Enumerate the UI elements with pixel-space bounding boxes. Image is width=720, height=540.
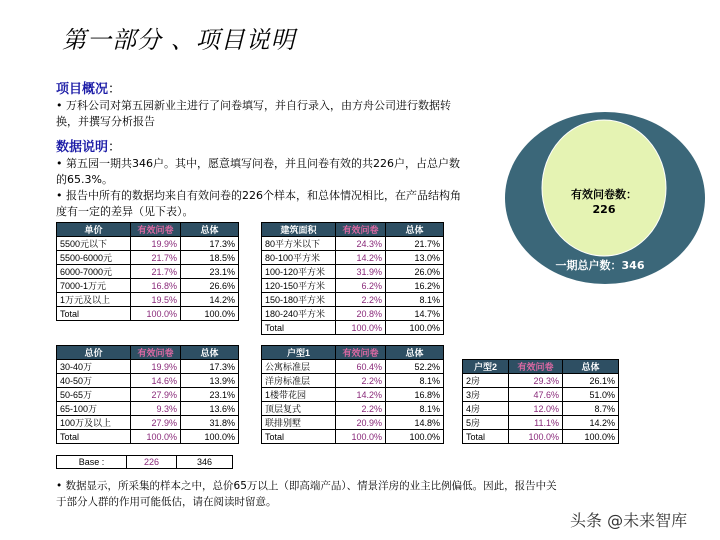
overall-share-cell: 8.1%	[386, 402, 444, 416]
table-header-row	[57, 223, 239, 237]
overall-share-cell: 13.6%	[181, 402, 239, 416]
row-label: 3房	[463, 388, 509, 402]
unit-type-2-table	[462, 359, 619, 444]
valid-share-cell: 14.2%	[336, 388, 386, 402]
table-row	[262, 374, 444, 388]
row-label: 顶层复式	[262, 402, 336, 416]
column-header: 有效问卷	[509, 360, 563, 374]
overview-line-2: 换，并撰写分析报告	[56, 115, 155, 128]
valid-share-cell: 16.8%	[131, 279, 181, 293]
column-header: 单价	[57, 223, 131, 237]
table-row	[262, 321, 444, 335]
overall-share-cell: 100.0%	[386, 321, 444, 335]
table-row	[262, 430, 444, 444]
overview-heading-text: 项目概况	[56, 82, 109, 97]
data-desc-bullet-2-line-1: • 报告中所有的数据均来自有效问卷的226个样本，和总体情况相比，在产品结构角	[56, 189, 461, 202]
column-header: 总体	[386, 223, 444, 237]
valid-share-cell: 9.3%	[131, 402, 181, 416]
valid-share-cell: 11.1%	[509, 416, 563, 430]
row-label: 180-240平方米	[262, 307, 336, 321]
row-label: 65-100万	[57, 402, 131, 416]
table-row	[57, 265, 239, 279]
overall-share-cell: 14.2%	[181, 293, 239, 307]
base-total-count: 346	[177, 456, 233, 469]
total-price-table	[56, 345, 239, 444]
valid-share-cell: 2.2%	[336, 402, 386, 416]
table-row	[463, 416, 619, 430]
table-row	[57, 388, 239, 402]
table-header-row	[262, 223, 444, 237]
row-label: Total	[57, 430, 131, 444]
data-desc-bullet-2-line-2: 度有一定的差异（见下表）。	[56, 205, 194, 218]
table-row	[57, 279, 239, 293]
column-header: 有效问卷	[336, 346, 386, 360]
overview-heading-colon: ：	[108, 82, 122, 97]
column-header: 总价	[57, 346, 131, 360]
conclusion-line-1: • 数据显示，所采集的样本之中，总价65万以上（即高端产品）、情景洋房的业主比例偏低。因此，报告中关	[56, 480, 557, 492]
overall-share-cell: 21.7%	[386, 237, 444, 251]
table-row	[463, 430, 619, 444]
base-label: Base :	[57, 456, 127, 469]
table-row	[262, 251, 444, 265]
row-label: 1万元及以上	[57, 293, 131, 307]
table-row	[57, 237, 239, 251]
overview-heading	[56, 78, 121, 97]
table-row	[262, 237, 444, 251]
row-label: Total	[57, 307, 131, 321]
table-row	[57, 293, 239, 307]
table-row	[463, 388, 619, 402]
table-row	[57, 416, 239, 430]
sample-circles-diagram	[500, 110, 710, 290]
valid-share-cell: 14.6%	[131, 374, 181, 388]
valid-share-cell: 47.6%	[509, 388, 563, 402]
row-label: 5房	[463, 416, 509, 430]
valid-share-cell: 2.2%	[336, 293, 386, 307]
valid-share-cell: 31.9%	[336, 265, 386, 279]
total-households-label: 一期总户数：346	[555, 259, 645, 272]
watermark: 头条 @未来智库	[570, 511, 688, 530]
row-label: 80-100平方米	[262, 251, 336, 265]
overall-share-cell: 31.8%	[181, 416, 239, 430]
valid-share-cell: 20.8%	[336, 307, 386, 321]
table-row	[57, 251, 239, 265]
table-row	[262, 388, 444, 402]
valid-share-cell: 2.2%	[336, 374, 386, 388]
row-label: 100万及以上	[57, 416, 131, 430]
row-label: 7000-1万元	[57, 279, 131, 293]
column-header: 总体	[181, 346, 239, 360]
overall-share-cell: 14.7%	[386, 307, 444, 321]
overall-share-cell: 51.0%	[563, 388, 619, 402]
table-header-row	[57, 346, 239, 360]
overview-line-1: • 万科公司对第五园新业主进行了问卷填写，并自行录入，由方舟公司进行数据转	[56, 99, 451, 112]
valid-share-cell: 14.2%	[336, 251, 386, 265]
table-row	[262, 293, 444, 307]
table-row	[262, 416, 444, 430]
data-desc-bullet-2	[56, 188, 461, 220]
data-desc-bullet-1-line-1: • 第五园一期共346户。其中，愿意填写问卷，并且问卷有效的共226户，占总户数	[56, 157, 460, 170]
valid-share-cell: 24.3%	[336, 237, 386, 251]
overview-text	[56, 98, 451, 130]
column-header: 总体	[386, 346, 444, 360]
row-label: 5500元以下	[57, 237, 131, 251]
valid-count-value: 226	[592, 203, 616, 216]
conclusion-text	[56, 478, 557, 510]
overall-share-cell: 26.6%	[181, 279, 239, 293]
table-row	[57, 430, 239, 444]
table-row	[463, 402, 619, 416]
valid-share-cell: 20.9%	[336, 416, 386, 430]
valid-count-label: 有效问卷数：	[571, 188, 637, 201]
table-row	[262, 279, 444, 293]
row-label: Total	[262, 430, 336, 444]
overall-share-cell: 23.1%	[181, 265, 239, 279]
valid-share-cell: 19.5%	[131, 293, 181, 307]
row-label: 150-180平方米	[262, 293, 336, 307]
table-row	[262, 265, 444, 279]
row-label: 公寓标准层	[262, 360, 336, 374]
valid-share-cell: 21.7%	[131, 265, 181, 279]
data-desc-heading-colon: ：	[108, 140, 122, 155]
base-row	[57, 456, 233, 469]
row-label: 洋房标准层	[262, 374, 336, 388]
column-header: 有效问卷	[336, 223, 386, 237]
row-label: 40-50万	[57, 374, 131, 388]
table-row	[57, 307, 239, 321]
valid-share-cell: 21.7%	[131, 251, 181, 265]
overall-share-cell: 18.5%	[181, 251, 239, 265]
overall-share-cell: 100.0%	[181, 430, 239, 444]
column-header: 户型1	[262, 346, 336, 360]
row-label: Total	[262, 321, 336, 335]
overall-share-cell: 8.1%	[386, 293, 444, 307]
row-label: Total	[463, 430, 509, 444]
data-desc-bullet-1-line-2: 的65.3%。	[56, 173, 113, 186]
row-label: 80平方米以下	[262, 237, 336, 251]
row-label: 50-65万	[57, 388, 131, 402]
row-label: 120-150平方米	[262, 279, 336, 293]
overall-share-cell: 52.2%	[386, 360, 444, 374]
column-header: 户型2	[463, 360, 509, 374]
overall-share-cell: 14.8%	[386, 416, 444, 430]
row-label: 6000-7000元	[57, 265, 131, 279]
column-header: 总体	[181, 223, 239, 237]
valid-share-cell: 100.0%	[131, 430, 181, 444]
column-header: 总体	[563, 360, 619, 374]
overall-share-cell: 16.2%	[386, 279, 444, 293]
overall-share-cell: 13.9%	[181, 374, 239, 388]
valid-share-cell: 19.9%	[131, 237, 181, 251]
base-valid-count: 226	[127, 456, 177, 469]
row-label: 1楼带花园	[262, 388, 336, 402]
base-table	[56, 455, 233, 469]
overall-share-cell: 23.1%	[181, 388, 239, 402]
overall-share-cell: 13.0%	[386, 251, 444, 265]
overall-share-cell: 17.3%	[181, 360, 239, 374]
overall-share-cell: 26.1%	[563, 374, 619, 388]
overall-share-cell: 100.0%	[563, 430, 619, 444]
overall-share-cell: 26.0%	[386, 265, 444, 279]
table-row	[57, 360, 239, 374]
table-header-row	[262, 346, 444, 360]
table-row	[262, 360, 444, 374]
table-row	[463, 374, 619, 388]
column-header: 有效问卷	[131, 223, 181, 237]
conclusion-line-2: 于部分人群的作用可能低估，请在阅读时留意。	[56, 496, 277, 508]
overall-share-cell: 16.8%	[386, 388, 444, 402]
valid-share-cell: 19.9%	[131, 360, 181, 374]
overall-share-cell: 100.0%	[386, 430, 444, 444]
overall-share-cell: 14.2%	[563, 416, 619, 430]
data-desc-heading	[56, 136, 121, 155]
area-table	[261, 222, 444, 335]
data-desc-heading-text: 数据说明	[56, 140, 109, 155]
overall-share-cell: 8.1%	[386, 374, 444, 388]
row-label: 4房	[463, 402, 509, 416]
page-title: 第一部分 、项目说明	[62, 26, 296, 54]
row-label: 5500-6000元	[57, 251, 131, 265]
table-row	[262, 402, 444, 416]
column-header: 有效问卷	[131, 346, 181, 360]
row-label: 联排别墅	[262, 416, 336, 430]
table-row	[57, 402, 239, 416]
valid-share-cell: 12.0%	[509, 402, 563, 416]
row-label: 2房	[463, 374, 509, 388]
overall-share-cell: 100.0%	[181, 307, 239, 321]
valid-share-cell: 100.0%	[509, 430, 563, 444]
row-label: 100-120平方米	[262, 265, 336, 279]
valid-share-cell: 27.9%	[131, 416, 181, 430]
overall-share-cell: 17.3%	[181, 237, 239, 251]
valid-share-cell: 100.0%	[336, 321, 386, 335]
price-table	[56, 222, 239, 321]
valid-share-cell: 29.3%	[509, 374, 563, 388]
table-header-row	[463, 360, 619, 374]
valid-share-cell: 100.0%	[336, 430, 386, 444]
valid-share-cell: 60.4%	[336, 360, 386, 374]
row-label: 30-40万	[57, 360, 131, 374]
valid-share-cell: 27.9%	[131, 388, 181, 402]
column-header: 建筑面积	[262, 223, 336, 237]
table-row	[262, 307, 444, 321]
valid-share-cell: 100.0%	[131, 307, 181, 321]
unit-type-1-table	[261, 345, 444, 444]
overall-share-cell: 8.7%	[563, 402, 619, 416]
valid-share-cell: 6.2%	[336, 279, 386, 293]
table-row	[57, 374, 239, 388]
data-desc-bullet-1	[56, 156, 460, 188]
